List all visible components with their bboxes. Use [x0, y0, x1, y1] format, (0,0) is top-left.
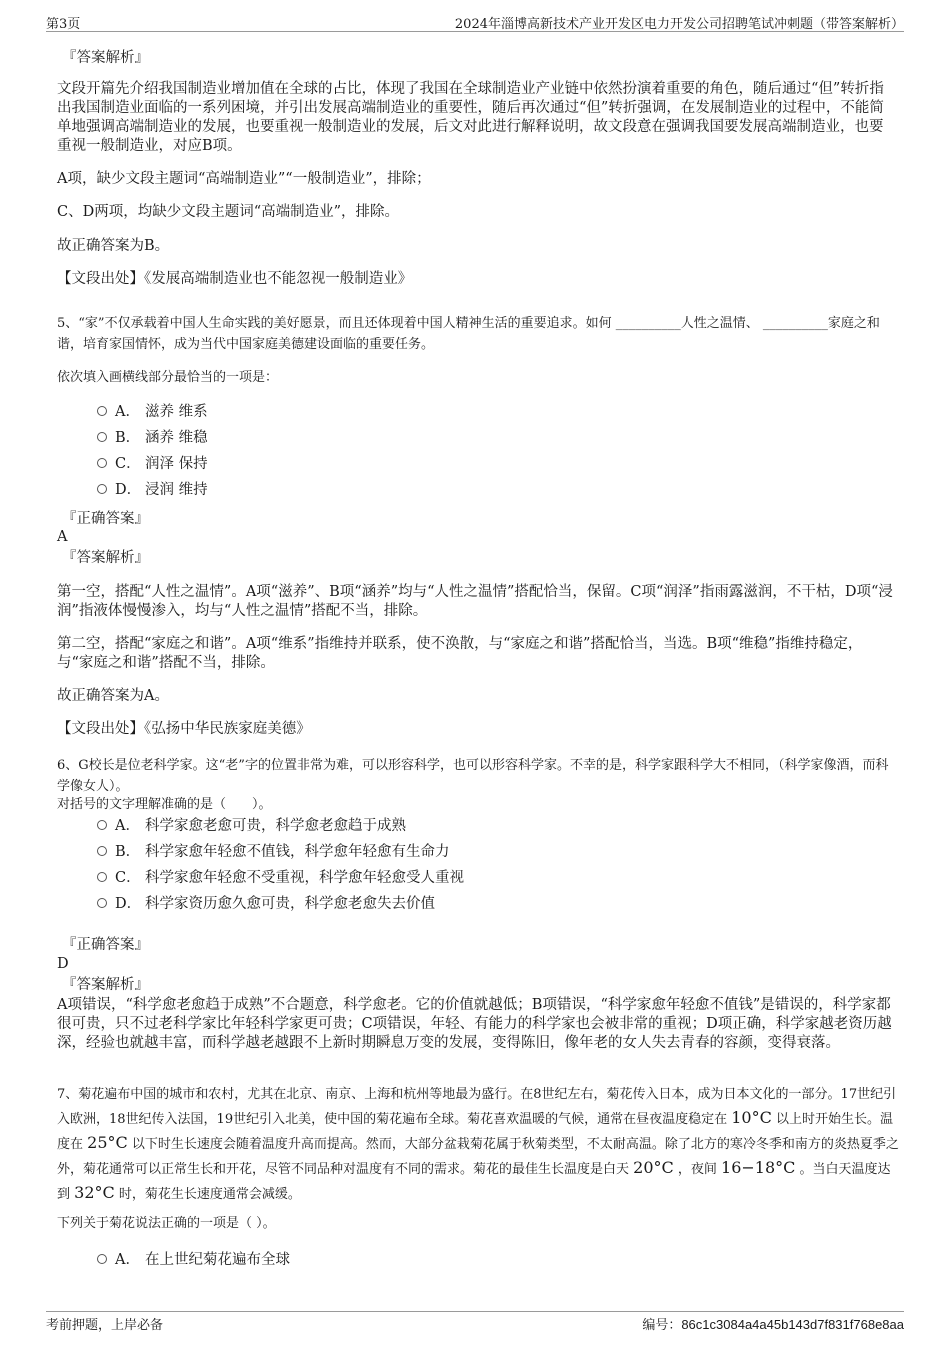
- q4-analysis-p2: A项，缺少文段主题词“高端制造业”“一般制造业”，排除；: [57, 171, 431, 187]
- q4-analysis-p3: C、D两项，均缺少文段主题词“高端制造业”，排除。: [57, 204, 400, 220]
- q4-analysis-label: 『答案解析』: [62, 50, 149, 66]
- page-number: 第3页: [46, 17, 81, 32]
- q5-analysis-p2: 第二空，搭配“家庭之和谐”。A项“维系”指维持并联系，使不涣散，与“家庭之和谐”搭配恰当，当选。B项“维稳”指维持稳定，与“家庭之和谐”搭配不当，排除。: [57, 636, 863, 671]
- radio-icon[interactable]: [97, 846, 107, 856]
- temp-stable-value: 10°C: [731, 1108, 772, 1127]
- q6-stem: 6、G校长是位老科学家。这“老”字的位置非常为难，可以形容科学，也可以形容科学家。不幸的是，科学家跟科学大不相同，（科学家像酒，而科学像女人）。: [57, 758, 889, 794]
- q5-prompt: 依次填入画横线部分最恰当的一项是：: [57, 370, 279, 385]
- radio-icon[interactable]: [97, 820, 107, 830]
- q4-analysis-p1: 文段开篇先介绍我国制造业增加值在全球的占比，体现了我国在全球制造业产业链中依然扮演着重要的角色，随后通过“但”转折指出我国制造业面临的一系列困境，并引出发展高端制造业的重要性，随后再次通过“但”转折强调，在发展制造业的过程中，不能简单地强调高端制造业的发展，也要重视一般制造业的发展，后文对此进行解释说明，故文段意在强调我国要发展高端制造业，也要重视一般制造业，对应B项。: [57, 81, 884, 154]
- page-footer: [46, 1314, 904, 1334]
- radio-icon[interactable]: [97, 458, 107, 468]
- q6-prompt: 对括号的文字理解准确的是（ ）。: [57, 797, 272, 812]
- q5-answer-summary: 故正确答案为A。: [57, 688, 169, 704]
- q6-answer-label: 『正确答案』: [62, 937, 149, 953]
- q6-option-d[interactable]: D． 科学家资历愈久愈可贵，科学愈老愈失去价值: [97, 893, 435, 915]
- footer-slogan: 考前押题，上岸必备: [46, 1318, 164, 1333]
- radio-icon[interactable]: [97, 1254, 107, 1264]
- q5-source: 【文段出处】《弘扬中华民族家庭美德》: [57, 721, 311, 737]
- radio-icon[interactable]: [97, 406, 107, 416]
- q5-option-c[interactable]: C． 润泽 保持: [97, 453, 208, 475]
- q5-option-d[interactable]: D． 浸润 维持: [97, 479, 208, 501]
- document-code: 编号：86c1c3084a4a45b143d7f831f768e8aa: [642, 1317, 904, 1333]
- q7-prompt: 下列关于菊花说法正确的一项是（ ）。: [57, 1216, 276, 1231]
- q7-stem: 7、菊花遍布中国的城市和农村，尤其在北京、南京、上海和杭州等地最为盛行。在8世纪左右，菊花传入日本，成为日本文化的一部分。17世纪引入欧洲，18世纪传入法国，19世纪引入北美，使中国的菊花遍布全球。菊花喜欢温暖的气候，通常在昼夜温度稳定在 10°C 以上时开始生长。温度在 25°C 以下时生长速度会随着温度升高而提高。然而，大部分盆栽菊花属于秋菊类型，不太耐高温。除了北方的寒冷冬季和南方的炎热夏季之外，菊花通常可以正常生长和开花，尽管不同品种对温度有不同的需求。菊花的最佳生长温度是白天 20°C ，夜间 16−18°C 。当白天温度达到 32°C 时，菊花生长速度通常会减缓。: [57, 1087, 899, 1202]
- page-header: [46, 13, 904, 33]
- q6-option-c[interactable]: C． 科学家愈年轻愈不受重视，科学愈年轻愈受人重视: [97, 867, 464, 889]
- q6-analysis-label: 『答案解析』: [62, 977, 149, 993]
- q4-answer-summary: 故正确答案为B。: [57, 238, 170, 254]
- radio-icon[interactable]: [97, 484, 107, 494]
- q6-answer: D: [57, 956, 69, 972]
- q5-option-b[interactable]: B． 涵养 维稳: [97, 427, 208, 449]
- q6-option-a[interactable]: A． 科学家愈老愈可贵，科学愈老愈趋于成熟: [97, 815, 406, 837]
- radio-icon[interactable]: [97, 432, 107, 442]
- temp-slow-value: 32°C: [74, 1183, 115, 1202]
- radio-icon[interactable]: [97, 872, 107, 882]
- q7-option-a[interactable]: A． 在上世纪菊花遍布全球: [97, 1249, 290, 1271]
- q5-stem: 5、“家”不仅承载着中国人生命实践的美好愿景，而且还体现着中国人精神生活的重要追求。如何 __________人性之温情、 __________家庭之和谐，培育家国情怀，成为当代中国家庭美德建设面临的重要任务。: [57, 316, 880, 352]
- q5-answer-label: 『正确答案』: [62, 511, 149, 527]
- header-divider: [46, 31, 904, 32]
- q5-analysis-p1: 第一空，搭配“人性之温情”。A项“滋养”、B项“涵养”均与“人性之温情”搭配恰当，保留。C项“润泽”指雨露滋润，不干枯，D项“浸润”指液体慢慢渗入，均与“人性之温情”搭配不当，排除。: [57, 584, 893, 619]
- q6-option-b[interactable]: B． 科学家愈年轻愈不值钱，科学愈年轻愈有生命力: [97, 841, 450, 863]
- temp-fast-value: 25°C: [87, 1133, 128, 1152]
- q5-analysis-label: 『答案解析』: [62, 550, 149, 566]
- q6-analysis: A项错误，“科学愈老愈趋于成熟”不合题意，科学愈老。它的价值就越低；B项错误，“科学家愈年轻愈不值钱”是错误的，科学家都很可贵，只不过老科学家比年轻科学家更可贵；C项错误，年轻、有能力的科学家也会被非常的重视；D项正确，科学家越老资历越深，经验也就越丰富，而科学越老越跟不上新时期瞬息万变的发展，变得陈旧，像年老的女人失去青春的容颜，变得衰落。: [57, 997, 892, 1051]
- footer-divider: [46, 1311, 904, 1312]
- q5-answer: A: [57, 529, 68, 545]
- temp-night-value: 16−18°C: [721, 1158, 796, 1177]
- temp-day-value: 20°C: [633, 1158, 674, 1177]
- q5-option-a[interactable]: A． 滋养 维系: [97, 401, 208, 423]
- document-title: 2024年淄博高新技术产业开发区电力开发公司招聘笔试冲刺题（带答案解析）: [454, 17, 904, 32]
- radio-icon[interactable]: [97, 898, 107, 908]
- q4-source: 【文段出处】《发展高端制造业也不能忽视一般制造业》: [57, 271, 413, 287]
